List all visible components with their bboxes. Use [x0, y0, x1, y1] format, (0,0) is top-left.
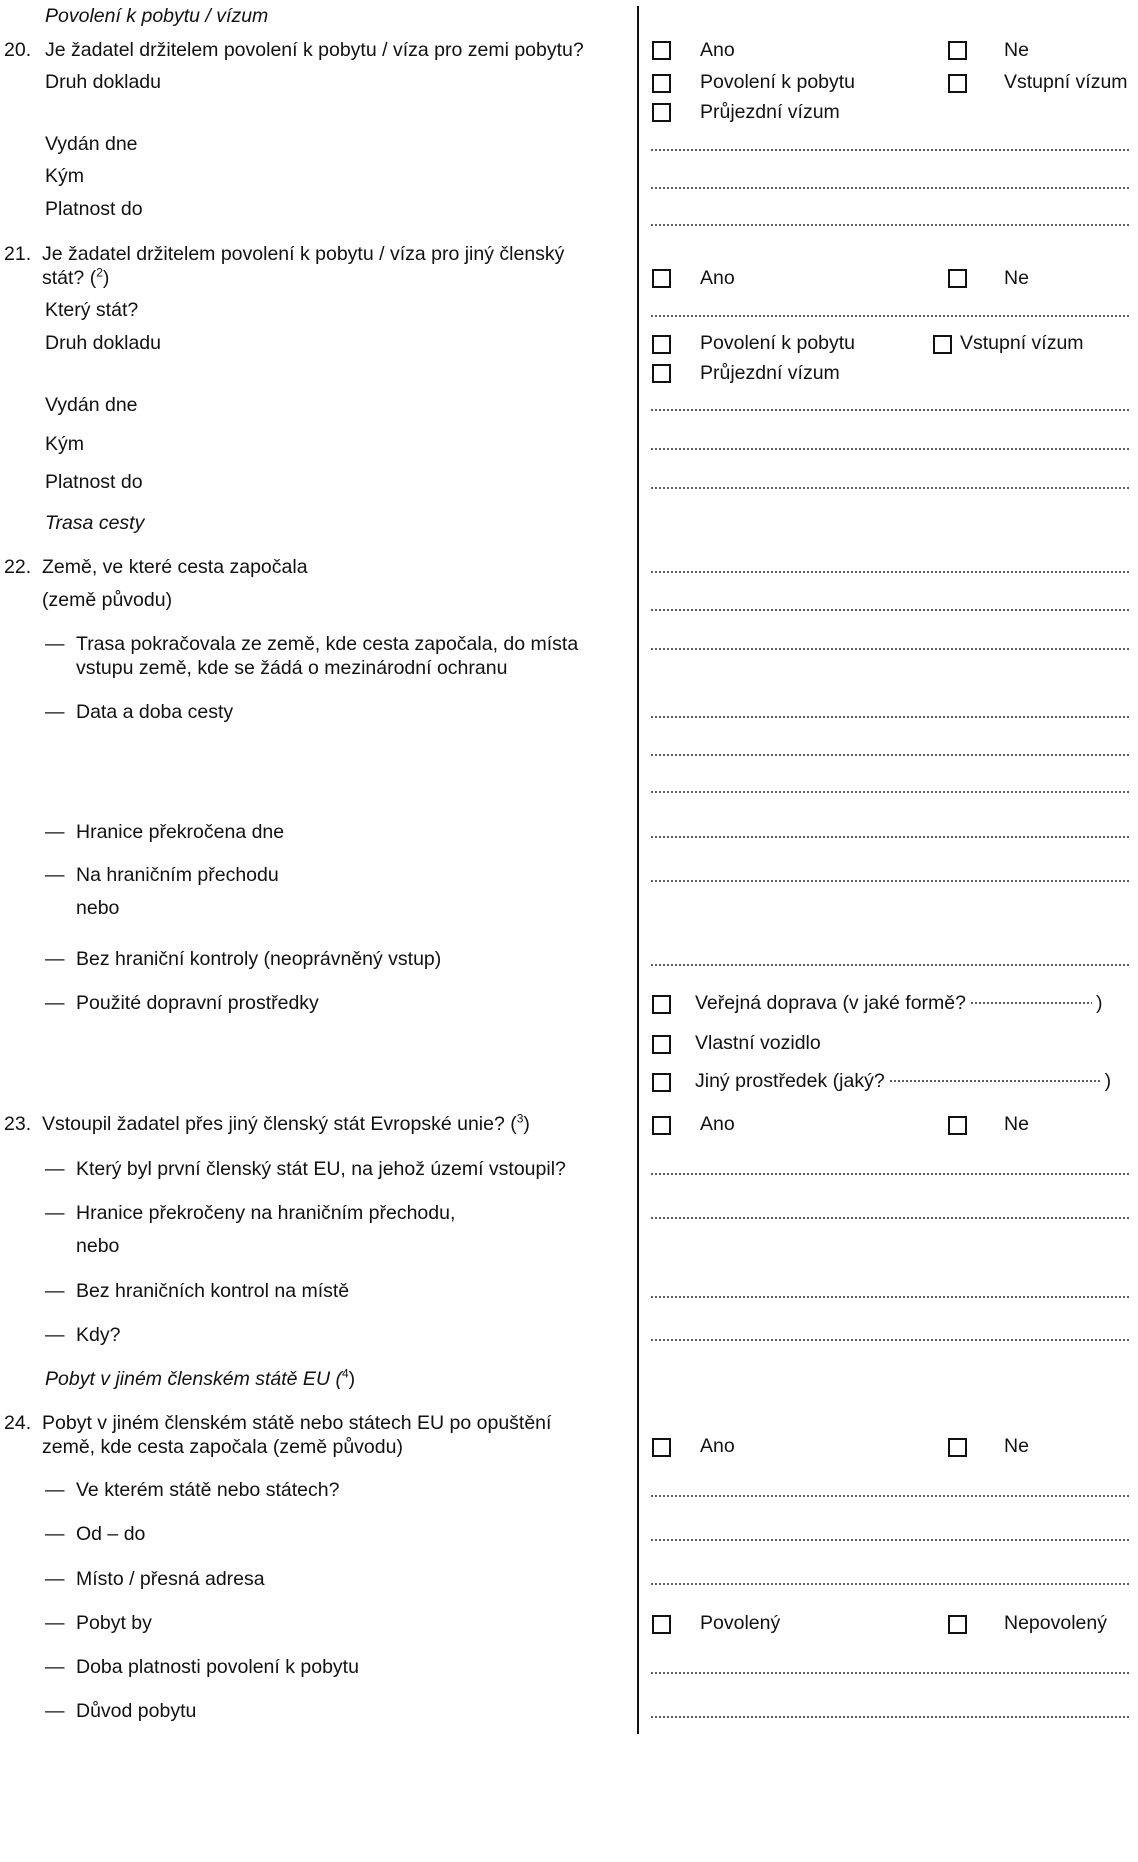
- q22-crossing-field[interactable]: [650, 880, 1130, 882]
- q21-issued-on-label: Vydán dne: [45, 394, 138, 416]
- q22-other-transport-checkbox[interactable]: [652, 1073, 671, 1092]
- q20-entry-visa-checkbox[interactable]: [948, 74, 967, 93]
- q24-from-to-label: Od – do: [76, 1523, 146, 1545]
- q20-issued-by-label: Kým: [45, 165, 84, 187]
- q21-entry-visa-checkbox[interactable]: [933, 335, 952, 354]
- q22-other-transport-option: [695, 1069, 1111, 1093]
- q20-yes-checkbox[interactable]: [652, 41, 671, 60]
- q22-no-control-label: Bez hraniční kontroly (neoprávněný vstup): [76, 948, 442, 970]
- q22-route-line2: vstupu země, kde se žádá o mezinárodní ochranu: [76, 657, 508, 679]
- q23-or-label: nebo: [76, 1235, 120, 1257]
- q22-other-transport-field[interactable]: [889, 1080, 1101, 1082]
- q24-number: 24.: [4, 1412, 32, 1434]
- q23-when-field[interactable]: [650, 1339, 1130, 1341]
- q24-question-line2: země, kde cesta započala (země původu): [42, 1436, 403, 1458]
- q22-origin-country-field-2[interactable]: [650, 609, 1130, 611]
- q21-no-label: Ne: [1004, 267, 1029, 289]
- q24-yes-label: Ano: [700, 1435, 735, 1457]
- q22-crossing-dash: —: [45, 864, 65, 886]
- q22-other-transport-close: ): [1104, 1070, 1112, 1092]
- q23-no-checkbox[interactable]: [948, 1116, 967, 1135]
- q24-address-label: Místo / přesná adresa: [76, 1568, 265, 1590]
- section-heading-stay-other-state: [45, 1367, 355, 1391]
- q22-public-transport-label: Veřejná doprava (v jaké formě?: [695, 992, 966, 1014]
- q20-document-type-label: Druh dokladu: [45, 71, 161, 93]
- q24-stay-type-dash: —: [45, 1612, 65, 1634]
- q22-crossing-label: Na hraničním přechodu: [76, 864, 279, 886]
- q24-stay-type-label: Pobyt by: [76, 1612, 152, 1634]
- q22-no-control-dash: —: [45, 948, 65, 970]
- q24-reason-dash: —: [45, 1700, 65, 1722]
- q24-not-permitted-checkbox[interactable]: [948, 1615, 967, 1634]
- q20-issued-by-field[interactable]: [650, 187, 1130, 189]
- q21-question-line1: Je žadatel držitelem povolení k pobytu / víza pro jiný členský: [42, 243, 565, 265]
- q24-question: [42, 1411, 626, 1459]
- q21-which-state-field[interactable]: [650, 315, 1130, 317]
- q22-route-line1: Trasa pokračovala ze země, kde cesta započala, do místa: [76, 633, 579, 655]
- q22-question-line1: Země, ve které cesta započala: [42, 556, 308, 578]
- q21-valid-until-field[interactable]: [650, 487, 1130, 489]
- q21-issued-by-field[interactable]: [650, 448, 1130, 450]
- q20-no-checkbox[interactable]: [948, 41, 967, 60]
- q24-permitted-checkbox[interactable]: [652, 1615, 671, 1634]
- q21-residence-permit-checkbox[interactable]: [652, 335, 671, 354]
- q21-question-line2: stát? (: [42, 267, 97, 289]
- q20-residence-permit-label: Povolení k pobytu: [700, 71, 856, 93]
- q21-residence-permit-label: Povolení k pobytu: [700, 332, 856, 354]
- q21-transit-visa-label: Průjezdní vízum: [700, 362, 840, 384]
- q23-no-control-label: Bez hraničních kontrol na místě: [76, 1280, 350, 1302]
- q23-number: 23.: [4, 1113, 32, 1135]
- q23-question-text: Vstoupil žadatel přes jiný členský stát Evropské unie? (: [42, 1113, 517, 1135]
- q20-valid-until-field[interactable]: [650, 224, 1130, 226]
- q23-when-label: Kdy?: [76, 1324, 121, 1346]
- q23-first-state-label: Který byl první členský stát EU, na jehož území vstoupil?: [76, 1158, 566, 1180]
- q21-which-state-label: Který stát?: [45, 299, 139, 321]
- q22-public-transport-checkbox[interactable]: [652, 995, 671, 1014]
- q20-entry-visa-label: Vstupní vízum: [1004, 71, 1128, 93]
- q22-number: 22.: [4, 556, 32, 578]
- q20-valid-until-label: Platnost do: [45, 198, 143, 220]
- q20-transit-visa-label: Průjezdní vízum: [700, 101, 840, 123]
- q23-no-control-field[interactable]: [650, 1296, 1130, 1298]
- q23-crossing-field[interactable]: [650, 1217, 1130, 1219]
- stay-other-state-footnote: 4: [341, 1366, 349, 1381]
- q21-yes-checkbox[interactable]: [652, 269, 671, 288]
- q22-route-label: [76, 632, 626, 680]
- q22-or-label: nebo: [76, 897, 120, 919]
- q21-document-type-label: Druh dokladu: [45, 332, 161, 354]
- q24-permit-validity-field[interactable]: [650, 1672, 1130, 1674]
- q24-question-line1: Pobyt v jiném členském státě nebo státech EU po opuštění: [42, 1412, 552, 1434]
- q22-question-line2: (země původu): [42, 589, 173, 611]
- q22-own-vehicle-checkbox[interactable]: [652, 1035, 671, 1054]
- q20-transit-visa-checkbox[interactable]: [652, 103, 671, 122]
- q23-first-state-dash: —: [45, 1158, 65, 1180]
- q24-address-dash: —: [45, 1568, 65, 1590]
- q23-no-label: Ne: [1004, 1113, 1029, 1135]
- q23-yes-label: Ano: [700, 1113, 735, 1135]
- q24-which-states-label: Ve kterém státě nebo státech?: [76, 1479, 340, 1501]
- q22-other-transport-label: Jiný prostředek (jaký?: [695, 1070, 885, 1092]
- q24-no-checkbox[interactable]: [948, 1438, 967, 1457]
- q22-route-dash: —: [45, 633, 65, 655]
- q21-question-close: ): [102, 267, 110, 289]
- q22-dates-field-1[interactable]: [650, 716, 1130, 718]
- q22-border-date-dash: —: [45, 821, 65, 843]
- q24-permitted-label: Povolený: [700, 1612, 781, 1634]
- q22-border-date-field[interactable]: [650, 836, 1130, 838]
- q22-border-date-label: Hranice překročena dne: [76, 821, 285, 843]
- q21-no-checkbox[interactable]: [948, 269, 967, 288]
- q21-valid-until-label: Platnost do: [45, 471, 143, 493]
- q21-entry-visa-label: Vstupní vízum: [960, 332, 1084, 354]
- q21-yes-label: Ano: [700, 267, 735, 289]
- q22-dates-field-2[interactable]: [650, 754, 1130, 756]
- q22-dates-dash: —: [45, 701, 65, 723]
- stay-other-state-heading-text: Pobyt v jiném členském státě EU (: [45, 1368, 342, 1390]
- q22-public-transport-close: ): [1095, 992, 1103, 1014]
- q22-dates-field-3[interactable]: [650, 791, 1130, 793]
- q23-footnote: 3: [516, 1111, 524, 1126]
- q22-dates-label: Data a doba cesty: [76, 701, 234, 723]
- q20-residence-permit-checkbox[interactable]: [652, 74, 671, 93]
- q22-transport-dash: —: [45, 992, 65, 1014]
- q24-address-field[interactable]: [650, 1583, 1130, 1585]
- q20-issued-on-label: Vydán dne: [45, 133, 138, 155]
- q24-permit-validity-dash: —: [45, 1656, 65, 1678]
- q24-reason-field[interactable]: [650, 1716, 1130, 1718]
- q20-issued-on-field[interactable]: [650, 149, 1130, 151]
- q23-crossing-dash: —: [45, 1202, 65, 1224]
- section-heading-travel-route: Trasa cesty: [45, 512, 145, 534]
- q22-transport-label: Použité dopravní prostředky: [76, 992, 319, 1014]
- section-heading-residence-permit: Povolení k pobytu / vízum: [45, 5, 269, 27]
- q21-transit-visa-checkbox[interactable]: [652, 364, 671, 383]
- q24-yes-checkbox[interactable]: [652, 1438, 671, 1457]
- q23-first-state-field[interactable]: [650, 1173, 1130, 1175]
- q24-from-to-field[interactable]: [650, 1539, 1130, 1541]
- q22-own-vehicle-label: Vlastní vozidlo: [695, 1032, 821, 1054]
- q23-when-dash: —: [45, 1324, 65, 1346]
- q20-yes-label: Ano: [700, 39, 735, 61]
- q21-question: [42, 242, 626, 290]
- q21-issued-by-label: Kým: [45, 433, 84, 455]
- q24-permit-validity-label: Doba platnosti povolení k pobytu: [76, 1656, 359, 1678]
- stay-other-state-heading-close: ): [348, 1368, 356, 1390]
- q20-number: 20.: [4, 39, 32, 61]
- q24-which-states-dash: —: [45, 1479, 65, 1501]
- q21-footnote: 2: [96, 265, 103, 280]
- column-divider: [637, 6, 639, 1734]
- q23-no-control-dash: —: [45, 1280, 65, 1302]
- q24-no-label: Ne: [1004, 1435, 1029, 1457]
- q21-number: 21.: [4, 243, 32, 265]
- q20-no-label: Ne: [1004, 39, 1029, 61]
- q22-route-field[interactable]: [650, 648, 1130, 650]
- q22-public-transport-field[interactable]: [970, 1002, 1092, 1004]
- q22-public-transport-option: [695, 991, 1102, 1015]
- q23-yes-checkbox[interactable]: [652, 1116, 671, 1135]
- q24-which-states-field[interactable]: [650, 1495, 1130, 1497]
- q23-question: [42, 1112, 530, 1136]
- q24-not-permitted-label: Nepovolený: [1004, 1612, 1107, 1634]
- q23-crossing-label: Hranice překročeny na hraničním přechodu,: [76, 1202, 456, 1224]
- q21-issued-on-field[interactable]: [650, 409, 1130, 411]
- q24-from-to-dash: —: [45, 1523, 65, 1545]
- q22-origin-country-field[interactable]: [650, 571, 1130, 573]
- q20-question: Je žadatel držitelem povolení k pobytu / víza pro zemi pobytu?: [45, 39, 584, 61]
- q24-reason-label: Důvod pobytu: [76, 1700, 197, 1722]
- q23-question-close: ): [523, 1113, 530, 1135]
- q22-no-control-field[interactable]: [650, 964, 1130, 966]
